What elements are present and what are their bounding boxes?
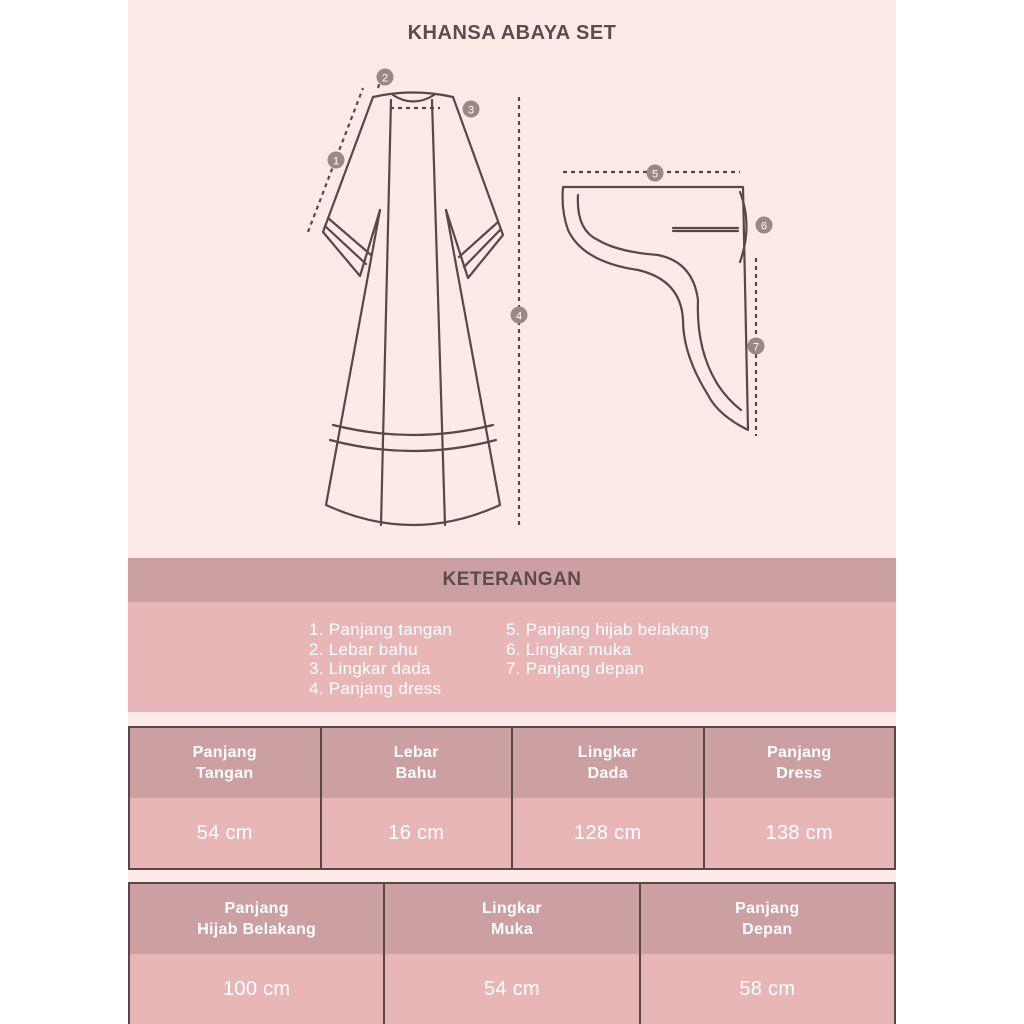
hijab-illustration xyxy=(563,187,748,430)
marker-1 xyxy=(328,152,345,169)
page-title: KHANSA ABAYA SET xyxy=(407,22,617,44)
svg-text:5: 5 xyxy=(651,168,659,181)
size-value: 54 cm xyxy=(130,798,320,868)
size-table-hijab xyxy=(128,882,896,1024)
legend-item: 2. Lebar bahu xyxy=(309,639,418,659)
size-value: 58 cm xyxy=(641,954,894,1024)
svg-text:4: 4 xyxy=(515,310,523,323)
abaya-illustration xyxy=(323,93,503,526)
size-label: Panjang Dress xyxy=(705,728,895,798)
spacer xyxy=(128,712,896,726)
legend-item: 6. Lingkar muka xyxy=(506,639,632,659)
size-value: 100 cm xyxy=(130,954,383,1024)
keterangan-legend xyxy=(128,602,896,712)
size-cell xyxy=(705,728,895,868)
size-cell xyxy=(322,728,512,868)
svg-text:2: 2 xyxy=(381,72,389,85)
size-cell xyxy=(130,884,383,1024)
marker-6 xyxy=(756,217,773,234)
measure-lines xyxy=(308,82,756,525)
legend-item: 5. Panjang hijab belakang xyxy=(506,620,710,639)
size-chart-sheet xyxy=(128,0,896,1024)
size-label: Panjang Hijab Belakang xyxy=(130,884,383,954)
marker-group xyxy=(328,69,773,355)
marker-3 xyxy=(463,101,480,118)
size-cell xyxy=(130,728,320,868)
svg-text:6: 6 xyxy=(760,220,768,233)
size-value: 128 cm xyxy=(513,798,703,868)
size-label: Panjang Tangan xyxy=(130,728,320,798)
size-label: Lingkar Dada xyxy=(513,728,703,798)
legend-column-left xyxy=(309,620,452,698)
legend-item: 4. Panjang dress xyxy=(309,678,442,698)
size-label: Panjang Depan xyxy=(641,884,894,954)
keterangan-heading: KETERANGAN xyxy=(128,558,896,602)
size-value: 54 cm xyxy=(385,954,638,1024)
size-cell xyxy=(385,884,638,1024)
legend-item: 7. Panjang depan xyxy=(506,659,645,678)
legend-item: 1. Panjang tangan xyxy=(309,620,453,639)
marker-5 xyxy=(647,165,664,182)
size-value: 16 cm xyxy=(322,798,512,868)
svg-text:7: 7 xyxy=(752,341,760,354)
marker-4 xyxy=(511,307,528,324)
size-label: Lebar Bahu xyxy=(322,728,512,798)
size-value: 138 cm xyxy=(705,798,895,868)
legend-item: 3. Lingkar dada xyxy=(309,659,431,678)
size-cell xyxy=(513,728,703,868)
marker-2 xyxy=(377,69,394,86)
size-cell xyxy=(641,884,894,1024)
size-table-dress xyxy=(128,726,896,870)
size-label: Lingkar Muka xyxy=(385,884,638,954)
spacer xyxy=(128,870,896,882)
svg-text:1: 1 xyxy=(332,155,340,168)
marker-7 xyxy=(748,338,765,355)
svg-text:3: 3 xyxy=(467,104,475,117)
legend-column-right xyxy=(506,620,709,679)
garment-diagram xyxy=(128,0,896,560)
